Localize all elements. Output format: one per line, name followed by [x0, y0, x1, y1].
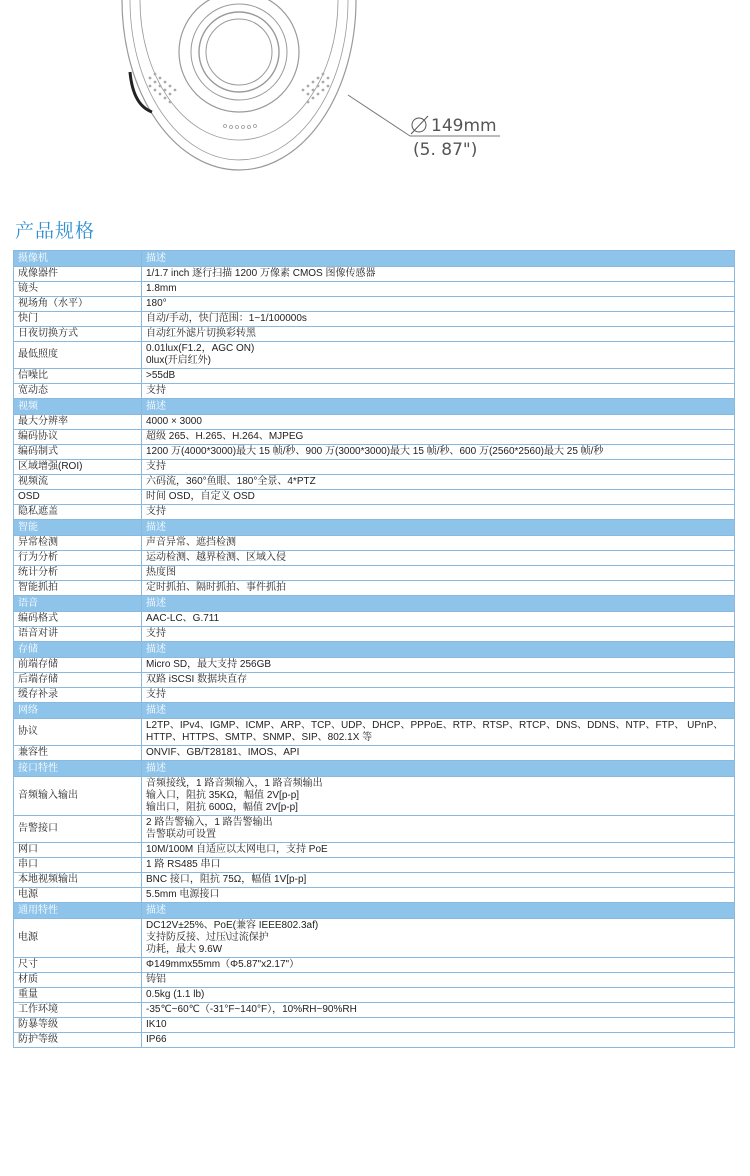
- spec-value-line: 1200 万(4000*3000)最大 15 帧/秒、900 万(3000*3000)最大 15 帧/秒、600 万(2560*2560)最大 25 帧/秒: [146, 446, 604, 457]
- spec-value: [142, 719, 735, 746]
- section-header-row: [14, 903, 735, 919]
- spec-row: [14, 688, 735, 703]
- spec-value: [142, 843, 735, 858]
- section-header-value: 描述: [142, 251, 735, 267]
- spec-label: 隐私遮盖: [14, 505, 142, 520]
- spec-row: [14, 415, 735, 430]
- spec-label: OSD: [14, 490, 142, 505]
- section-title: 产品规格: [15, 221, 96, 242]
- section-name: 视频: [14, 399, 142, 415]
- spec-label: 镜头: [14, 282, 142, 297]
- section-header-value: 描述: [142, 642, 735, 658]
- spec-value: [142, 445, 735, 460]
- spec-value: [142, 1033, 735, 1048]
- spec-row: [14, 746, 735, 761]
- spec-value-line: 1.8mm: [146, 283, 177, 294]
- spec-row: [14, 627, 735, 642]
- section-header-row: [14, 596, 735, 612]
- spec-label: 智能抓拍: [14, 581, 142, 596]
- dimension-inch-label: (5. 87"): [413, 140, 478, 160]
- spec-value-line: 告警联动可设置: [146, 829, 216, 840]
- spec-value-line: 音频接线，1 路音频输入，1 路音频输出: [146, 778, 323, 789]
- spec-value-line: IP66: [146, 1034, 167, 1045]
- section-header-value: 描述: [142, 596, 735, 612]
- spec-value-line: 支持: [146, 689, 166, 700]
- section-name: 接口特性: [14, 761, 142, 777]
- spec-value: [142, 430, 735, 445]
- spec-value-line: 1 路 RS485 串口: [146, 859, 221, 870]
- spec-value: [142, 369, 735, 384]
- spec-row: [14, 327, 735, 342]
- product-dimension-drawing: [0, 0, 750, 200]
- section-header-row: [14, 642, 735, 658]
- spec-label: 串口: [14, 858, 142, 873]
- spec-label: 成像器件: [14, 267, 142, 282]
- spec-value-line: ONVIF、GB/T28181、IMOS、API: [146, 747, 300, 758]
- spec-value: [142, 460, 735, 475]
- spec-row: [14, 369, 735, 384]
- spec-row: [14, 658, 735, 673]
- spec-value: [142, 536, 735, 551]
- spec-value: [142, 746, 735, 761]
- spec-value-line: 支持防反接、过压\过流保护: [146, 932, 269, 943]
- section-header-row: [14, 399, 735, 415]
- spec-label: 尺寸: [14, 958, 142, 973]
- spec-row: [14, 475, 735, 490]
- spec-value: [142, 858, 735, 873]
- spec-value-line: 支持: [146, 506, 166, 517]
- spec-value-line: 铸铝: [146, 974, 166, 985]
- spec-value: [142, 490, 735, 505]
- spec-label: 前端存储: [14, 658, 142, 673]
- spec-value-line: 输入口，阻抗 35KΩ，幅值 2V[p-p]: [146, 790, 300, 801]
- spec-label: 编码协议: [14, 430, 142, 445]
- spec-row: [14, 873, 735, 888]
- spec-row: [14, 297, 735, 312]
- spec-label: 缓存补录: [14, 688, 142, 703]
- spec-row: [14, 1018, 735, 1033]
- spec-label: 协议: [14, 719, 142, 746]
- spec-value: [142, 777, 735, 816]
- spec-label: 电源: [14, 888, 142, 903]
- spec-value-line: 功耗，最大 9.6W: [146, 944, 223, 955]
- spec-label: 视频流: [14, 475, 142, 490]
- spec-value: [142, 973, 735, 988]
- speaker-holes-left: [149, 73, 177, 104]
- spec-value-line: 支持: [146, 461, 166, 472]
- spec-value-line: 双路 iSCSI 数据块直存: [146, 674, 248, 685]
- section-name: 存储: [14, 642, 142, 658]
- spec-row: [14, 673, 735, 688]
- section-name: 语音: [14, 596, 142, 612]
- spec-label: 重量: [14, 988, 142, 1003]
- spec-row: [14, 566, 735, 581]
- bottom-holes: [224, 125, 257, 129]
- spec-row: [14, 858, 735, 873]
- spec-row: [14, 919, 735, 958]
- spec-value-line: 支持: [146, 385, 166, 396]
- camera-top-view: [122, 0, 356, 170]
- spec-value: [142, 327, 735, 342]
- spec-value: [142, 658, 735, 673]
- spec-label: 异常检测: [14, 536, 142, 551]
- section-header-row: [14, 703, 735, 719]
- spec-value: [142, 581, 735, 596]
- spec-value-line: 自动/手动，快门范围：1~1/100000s: [146, 313, 307, 324]
- spec-row: [14, 1033, 735, 1048]
- spec-value-line: 1/1.7 inch 逐行扫描 1200 万像素 CMOS 图像传感器: [146, 268, 376, 279]
- spec-label: 统计分析: [14, 566, 142, 581]
- spec-value-line: 0.01lux(F1.2，AGC ON): [146, 343, 255, 354]
- spec-value: [142, 297, 735, 312]
- spec-value: [142, 1018, 735, 1033]
- spec-value: [142, 612, 735, 627]
- section-header-value: 描述: [142, 903, 735, 919]
- spec-value-line: 180°: [146, 298, 167, 309]
- spec-label: 编码格式: [14, 612, 142, 627]
- spec-table-body: [14, 251, 735, 1048]
- spec-label: 防暴等级: [14, 1018, 142, 1033]
- spec-value-line: IK10: [146, 1019, 167, 1030]
- spec-value: [142, 312, 735, 327]
- spec-label: 快门: [14, 312, 142, 327]
- spec-value: [142, 958, 735, 973]
- spec-row: [14, 612, 735, 627]
- section-name: 摄像机: [14, 251, 142, 267]
- spec-row: [14, 958, 735, 973]
- spec-row: [14, 581, 735, 596]
- spec-value-line: 2 路告警输入，1 路告警输出: [146, 817, 273, 828]
- section-header-row: [14, 251, 735, 267]
- spec-value: [142, 873, 735, 888]
- spec-value-line: Φ149mmx55mm（Φ5.87"x2.17"）: [146, 959, 300, 970]
- spec-value: [142, 673, 735, 688]
- spec-value: [142, 415, 735, 430]
- spec-value: [142, 566, 735, 581]
- spec-value-line: 时间 OSD，自定义 OSD: [146, 491, 255, 502]
- section-header-value: 描述: [142, 399, 735, 415]
- spec-label: 后端存储: [14, 673, 142, 688]
- spec-value-line: 5.5mm 电源接口: [146, 889, 220, 900]
- spec-row: [14, 505, 735, 520]
- spec-value-line: AAC-LC、G.711: [146, 613, 220, 624]
- spec-value: [142, 342, 735, 369]
- spec-value: [142, 1003, 735, 1018]
- section-name: 通用特性: [14, 903, 142, 919]
- spec-value-line: 10M/100M 自适应以太网电口，支持 PoE: [146, 844, 328, 855]
- spec-label: 防护等级: [14, 1033, 142, 1048]
- spec-label: 本地视频输出: [14, 873, 142, 888]
- section-header-value: 描述: [142, 703, 735, 719]
- speaker-holes-right: [302, 73, 330, 104]
- spec-label: 宽动态: [14, 384, 142, 399]
- spec-row: [14, 777, 735, 816]
- spec-value: [142, 919, 735, 958]
- spec-value-line: 0.5kg (1.1 lb): [146, 989, 205, 1000]
- spec-value: [142, 475, 735, 490]
- spec-label: 音频输入输出: [14, 777, 142, 816]
- spec-row: [14, 843, 735, 858]
- spec-value: [142, 505, 735, 520]
- spec-row: [14, 719, 735, 746]
- spec-row: [14, 816, 735, 843]
- spec-label: 材质: [14, 973, 142, 988]
- section-header-row: [14, 520, 735, 536]
- spec-value-line: 0lux(开启红外): [146, 355, 212, 366]
- spec-value-line: 运动检测、越界检测、区域入侵: [146, 552, 286, 563]
- spec-value: [142, 627, 735, 642]
- spec-value: [142, 282, 735, 297]
- spec-row: [14, 282, 735, 297]
- spec-value-line: 热度图: [146, 567, 176, 578]
- spec-value: [142, 816, 735, 843]
- spec-row: [14, 430, 735, 445]
- section-header-value: 描述: [142, 761, 735, 777]
- spec-value-line: -35℃~60℃（-31°F~140°F），10%RH~90%RH: [146, 1004, 357, 1015]
- spec-label: 行为分析: [14, 551, 142, 566]
- dimension-mm-label: 149mm: [431, 116, 497, 136]
- spec-row: [14, 490, 735, 505]
- spec-value-line: 六码流，360°鱼眼、180°全景、4*PTZ: [146, 476, 316, 487]
- spec-row: [14, 988, 735, 1003]
- spec-value-line: 自动红外滤片切换彩转黑: [146, 328, 256, 339]
- spec-label: 电源: [14, 919, 142, 958]
- spec-value-line: 4000 × 3000: [146, 416, 202, 427]
- spec-label: 网口: [14, 843, 142, 858]
- spec-value: [142, 888, 735, 903]
- spec-label: 编码制式: [14, 445, 142, 460]
- spec-value-line: 声音异常、遮挡检测: [146, 537, 236, 548]
- section-name: 网络: [14, 703, 142, 719]
- spec-label: 工作环境: [14, 1003, 142, 1018]
- spec-value: [142, 688, 735, 703]
- spec-value-line: DC12V±25%、PoE(兼容 IEEE802.3af): [146, 920, 319, 931]
- spec-label: 告警接口: [14, 816, 142, 843]
- spec-value: [142, 551, 735, 566]
- spec-row: [14, 267, 735, 282]
- spec-row: [14, 312, 735, 327]
- spec-label: 区域增强(ROI): [14, 460, 142, 475]
- spec-table: [13, 250, 735, 1048]
- spec-row: [14, 536, 735, 551]
- spec-row: [14, 342, 735, 369]
- spec-row: [14, 973, 735, 988]
- spec-label: 视场角（水平）: [14, 297, 142, 312]
- spec-label: 信噪比: [14, 369, 142, 384]
- spec-value-line: 定时抓拍、隔时抓拍、事件抓拍: [146, 582, 286, 593]
- spec-row: [14, 460, 735, 475]
- spec-label: 日夜切换方式: [14, 327, 142, 342]
- spec-value: [142, 384, 735, 399]
- section-name: 智能: [14, 520, 142, 536]
- spec-value: [142, 988, 735, 1003]
- spec-label: 语音对讲: [14, 627, 142, 642]
- spec-value-line: 超级 265、H.265、H.264、MJPEG: [146, 431, 304, 442]
- spec-row: [14, 445, 735, 460]
- spec-row: [14, 1003, 735, 1018]
- spec-value-line: L2TP、IPv4、IGMP、ICMP、ARP、TCP、UDP、DHCP、PPPoE、RTP、RTSP、RTCP、DNS、DDNS、NTP、FTP、 UPnP、HTTP、HTTPS、SMTP、SNMP、SIP、802.1X 等: [146, 720, 724, 743]
- spec-label: 最大分辨率: [14, 415, 142, 430]
- spec-value-line: BNC 接口，阻抗 75Ω，幅值 1V[p-p]: [146, 874, 307, 885]
- spec-value-line: >55dB: [146, 370, 176, 381]
- spec-row: [14, 551, 735, 566]
- spec-value-line: 支持: [146, 628, 166, 639]
- section-header-row: [14, 761, 735, 777]
- spec-value-line: Micro SD，最大支持 256GB: [146, 659, 272, 670]
- section-header-value: 描述: [142, 520, 735, 536]
- spec-label: 兼容性: [14, 746, 142, 761]
- spec-value-line: 输出口，阻抗 600Ω，幅值 2V[p-p]: [146, 802, 298, 813]
- spec-label: 最低照度: [14, 342, 142, 369]
- spec-row: [14, 888, 735, 903]
- spec-row: [14, 384, 735, 399]
- spec-value: [142, 267, 735, 282]
